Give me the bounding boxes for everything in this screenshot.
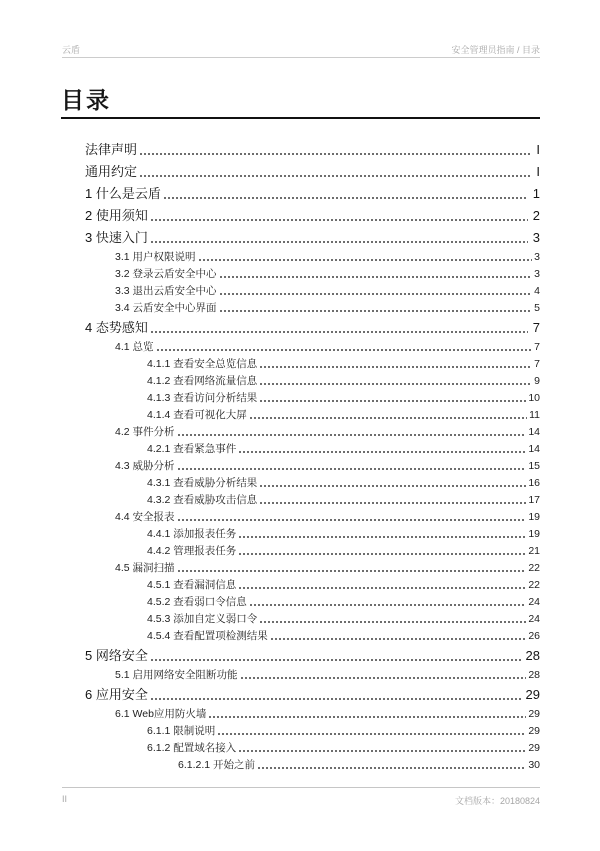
toc-entry-page-number: 16 xyxy=(528,477,540,489)
toc-entry-label: 4.3.2 查看威胁攻击信息 xyxy=(147,494,258,506)
toc-entry-page-number: 10 xyxy=(528,392,540,404)
toc-entry-page-number: 1 xyxy=(532,186,540,201)
toc-entry[interactable] xyxy=(62,182,540,204)
page-footer xyxy=(62,787,540,807)
dot-leader xyxy=(150,683,521,705)
toc-entry[interactable] xyxy=(62,299,540,316)
toc-entry-page-number: 11 xyxy=(529,409,540,421)
toc-entry[interactable] xyxy=(62,423,540,440)
toc-entry[interactable] xyxy=(62,576,540,593)
footer-page-number: II xyxy=(62,794,68,804)
toc-entry-label: 4.2 事件分析 xyxy=(115,426,175,438)
dot-leader xyxy=(208,705,526,722)
toc-entry-page-number: I xyxy=(536,164,540,179)
toc-entry-page-number: 3 xyxy=(534,268,540,280)
toc-entry[interactable] xyxy=(62,316,540,338)
toc-entry-label: 3.4 云盾安全中心界面 xyxy=(115,302,217,314)
dot-leader xyxy=(259,355,532,372)
toc-entry[interactable] xyxy=(62,644,540,666)
toc-entry-label: 4.4.2 管理报表任务 xyxy=(147,545,237,557)
toc-entry-page-number: 19 xyxy=(528,528,540,540)
toc-entry-page-number: 22 xyxy=(528,579,540,591)
page-header xyxy=(62,42,540,58)
toc-entry-label: 4.5 漏洞扫描 xyxy=(115,562,175,574)
toc-entry-label: 6.1 Web应用防火墙 xyxy=(115,708,207,720)
toc-entry-label: 1 什么是云盾 xyxy=(85,186,161,201)
dot-leader xyxy=(238,576,526,593)
dot-leader xyxy=(257,756,526,773)
toc-entry[interactable] xyxy=(62,204,540,226)
toc-entry[interactable] xyxy=(62,525,540,542)
toc-entry[interactable] xyxy=(62,508,540,525)
toc-entry-label: 通用约定 xyxy=(85,164,138,179)
toc-entry[interactable] xyxy=(62,372,540,389)
toc-entry-label: 5.1 启用网络安全阻断功能 xyxy=(115,669,238,681)
toc-entry[interactable] xyxy=(62,610,540,627)
header-breadcrumb: 安全管理员指南 / 目录 xyxy=(451,45,540,55)
dot-leader xyxy=(150,644,521,666)
toc-entry-label: 4.5.4 查看配置项检测结果 xyxy=(147,630,268,642)
toc-entry[interactable] xyxy=(62,722,540,739)
toc-entry-label: 4.1.2 查看网络流量信息 xyxy=(147,375,258,387)
toc-entry-page-number: 30 xyxy=(528,759,540,771)
dot-leader xyxy=(198,248,533,265)
toc-entry-label: 4.1 总览 xyxy=(115,341,154,353)
dot-leader xyxy=(219,299,533,316)
toc-entry-page-number: 21 xyxy=(528,545,540,557)
toc-entry-label: 4.5.1 查看漏洞信息 xyxy=(147,579,237,591)
dot-leader xyxy=(249,406,527,423)
toc-entry-label: 3 快速入门 xyxy=(85,230,148,245)
toc-entry[interactable] xyxy=(62,406,540,423)
dot-leader xyxy=(217,722,526,739)
toc-entry-label: 6 应用安全 xyxy=(85,687,148,702)
toc-entry[interactable] xyxy=(62,542,540,559)
dot-leader xyxy=(240,666,527,683)
dot-leader xyxy=(150,316,528,338)
toc-entry-page-number: 26 xyxy=(528,630,540,642)
toc-entry[interactable] xyxy=(62,683,540,705)
toc-entry[interactable] xyxy=(62,705,540,722)
toc-entry-label: 6.1.1 限制说明 xyxy=(147,725,216,737)
dot-leader xyxy=(238,525,526,542)
toc-entry-label: 4.4 安全报表 xyxy=(115,511,175,523)
toc-entry-page-number: 22 xyxy=(528,562,540,574)
toc-entry-label: 4.1.1 查看安全总览信息 xyxy=(147,358,258,370)
toc-entry[interactable] xyxy=(62,474,540,491)
toc-entry-label: 法律声明 xyxy=(85,142,138,157)
toc-list xyxy=(62,138,540,773)
toc-entry-page-number: 28 xyxy=(528,669,540,681)
toc-entry[interactable] xyxy=(62,593,540,610)
toc-entry[interactable] xyxy=(62,338,540,355)
toc-entry-page-number: 14 xyxy=(528,443,540,455)
toc-entry-page-number: 7 xyxy=(532,320,540,335)
dot-leader xyxy=(177,423,527,440)
toc-entry-page-number: 5 xyxy=(534,302,540,314)
toc-entry[interactable] xyxy=(62,282,540,299)
toc-entry[interactable] xyxy=(62,440,540,457)
toc-entry-label: 4.1.4 查看可视化大屏 xyxy=(147,409,247,421)
toc-entry-page-number: 7 xyxy=(534,358,540,370)
toc-entry[interactable] xyxy=(62,491,540,508)
toc-entry-page-number: 14 xyxy=(528,426,540,438)
toc-entry[interactable] xyxy=(62,226,540,248)
dot-leader xyxy=(163,182,528,204)
toc-entry-label: 4.3 威胁分析 xyxy=(115,460,175,472)
toc-entry[interactable] xyxy=(62,138,540,160)
toc-entry-page-number: 3 xyxy=(534,251,540,263)
title-rule xyxy=(61,117,540,119)
toc-entry[interactable] xyxy=(62,160,540,182)
toc-entry-page-number: 29 xyxy=(525,687,540,702)
toc-entry[interactable] xyxy=(62,627,540,644)
toc-entry-label: 6.1.2 配置域名接入 xyxy=(147,742,237,754)
dot-leader xyxy=(177,508,527,525)
toc-entry[interactable] xyxy=(62,559,540,576)
dot-leader xyxy=(219,282,533,299)
toc-entry[interactable] xyxy=(62,457,540,474)
toc-entry[interactable] xyxy=(62,756,540,773)
toc-entry-label: 3.1 用户权限说明 xyxy=(115,251,196,263)
dot-leader xyxy=(156,338,533,355)
toc-entry-label: 4.1.3 查看访问分析结果 xyxy=(147,392,258,404)
toc-entry-page-number: 7 xyxy=(534,341,540,353)
dot-leader xyxy=(259,474,526,491)
dot-leader xyxy=(177,559,527,576)
toc-entry-page-number: 3 xyxy=(532,230,540,245)
toc-entry[interactable] xyxy=(62,739,540,756)
toc-entry-label: 2 使用须知 xyxy=(85,208,148,223)
toc-entry-label: 3.3 退出云盾安全中心 xyxy=(115,285,217,297)
toc-entry[interactable] xyxy=(62,666,540,683)
footer-doc-version: 文档版本：20180824 xyxy=(454,796,540,806)
toc-entry-label: 4.5.3 添加自定义弱口令 xyxy=(147,613,258,625)
toc-entry-page-number: 24 xyxy=(528,596,540,608)
toc-entry[interactable] xyxy=(62,265,540,282)
toc-entry[interactable] xyxy=(62,248,540,265)
dot-leader xyxy=(139,138,531,160)
toc-entry-page-number: 29 xyxy=(528,708,540,720)
toc-entry-label: 3.2 登录云盾安全中心 xyxy=(115,268,217,280)
toc-entry-page-number: 15 xyxy=(528,460,540,472)
dot-leader xyxy=(238,739,526,756)
dot-leader xyxy=(150,226,528,248)
toc-entry-page-number: 24 xyxy=(528,613,540,625)
toc-entry-page-number: 4 xyxy=(534,285,540,297)
dot-leader xyxy=(139,160,531,182)
dot-leader xyxy=(238,542,526,559)
dot-leader xyxy=(150,204,528,226)
toc-entry-page-number: 2 xyxy=(532,208,540,223)
toc-entry-label: 4.2.1 查看紧急事件 xyxy=(147,443,237,455)
dot-leader xyxy=(259,372,532,389)
dot-leader xyxy=(270,627,527,644)
toc-entry-page-number: 9 xyxy=(534,375,540,387)
header-product-name: 云盾 xyxy=(62,45,81,55)
toc-entry-page-number: 29 xyxy=(528,742,540,754)
dot-leader xyxy=(259,389,526,406)
toc-entry-page-number: 19 xyxy=(528,511,540,523)
toc-entry-label: 4.5.2 查看弱口令信息 xyxy=(147,596,247,608)
dot-leader xyxy=(259,610,526,627)
toc-entry-page-number: 17 xyxy=(528,494,540,506)
page-title: 目录 xyxy=(61,87,111,113)
dot-leader xyxy=(249,593,527,610)
dot-leader xyxy=(259,491,526,508)
toc-entry-label: 6.1.2.1 开始之前 xyxy=(178,759,256,771)
toc-entry[interactable] xyxy=(62,355,540,372)
toc-entry-page-number: I xyxy=(536,142,540,157)
toc-entry-label: 5 网络安全 xyxy=(85,648,148,663)
dot-leader xyxy=(219,265,533,282)
toc-entry-label: 4.3.1 查看威胁分析结果 xyxy=(147,477,258,489)
toc-entry-label: 4.4.1 添加报表任务 xyxy=(147,528,237,540)
toc-entry-page-number: 28 xyxy=(525,648,540,663)
toc-entry[interactable] xyxy=(62,389,540,406)
toc-entry-page-number: 29 xyxy=(528,725,540,737)
dot-leader xyxy=(238,440,526,457)
dot-leader xyxy=(177,457,527,474)
toc-entry-label: 4 态势感知 xyxy=(85,320,148,335)
